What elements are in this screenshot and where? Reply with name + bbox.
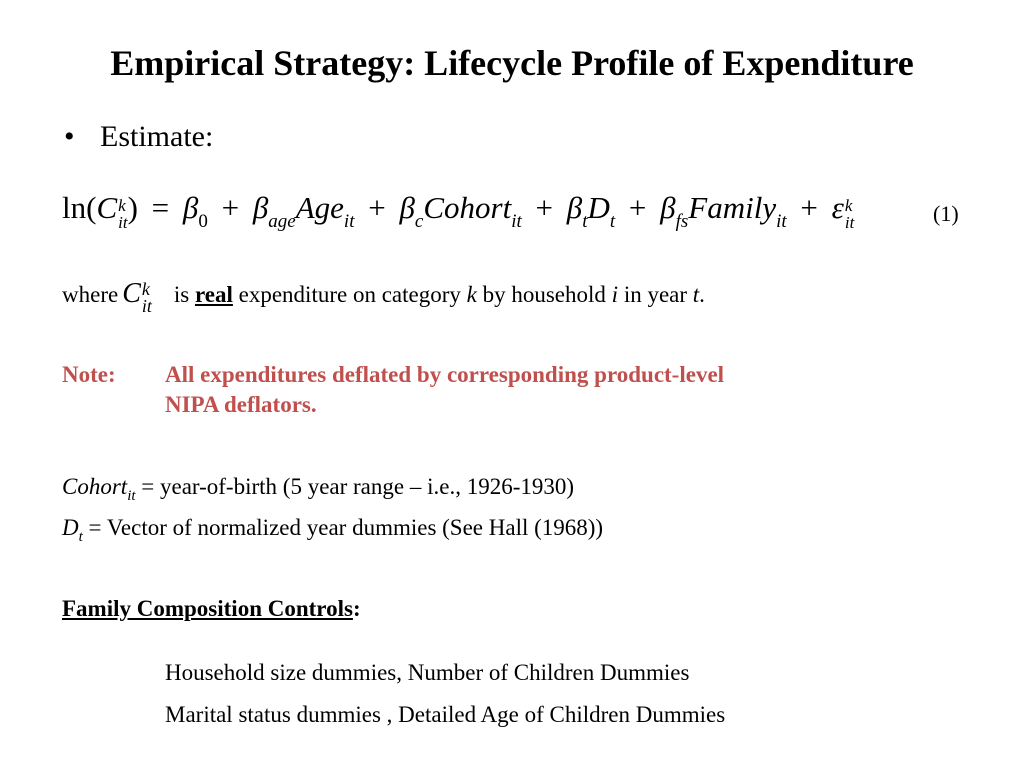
equation-1: ln(C k it ) = $\beta_0 + \beta_{age}Age_{it}$ + $\beta_cCohort_{it} + \beta_tD_t$ + $\beta_{fs}Family_{it} + \varepsilon$ k it — [62, 190, 855, 232]
equation-number: (1) — [933, 201, 959, 226]
cohort-definition: Cohort$_{it}$ = year-of-birth (5 year range – i.e., 1926-1930) — [62, 474, 575, 504]
estimate-bullet — [64, 120, 213, 154]
bullet-dot: • — [64, 120, 75, 153]
real-emphasis: real — [194, 282, 233, 307]
d-definition: $D_t$ = Vector of normalized year dummies (See Hall (1968)) — [62, 515, 604, 545]
bullet-text: Estimate: — [100, 120, 214, 153]
note-text: All expenditures deflated by corresponding product-level NIPA deflators. — [165, 362, 725, 417]
control-line: Household size dummies, Number of Children Dummies — [165, 660, 690, 685]
control-line: Marital status dummies , Detailed Age of Children Dummies — [165, 702, 726, 727]
where-clause: where C k it is real expenditure on category k by household i in year t. — [62, 278, 705, 316]
note-label: Note: — [62, 362, 116, 387]
family-controls-heading: Family Composition Controls: — [62, 596, 361, 621]
slide-title: Empirical Strategy: Lifecycle Profile of Expenditure — [110, 43, 914, 83]
